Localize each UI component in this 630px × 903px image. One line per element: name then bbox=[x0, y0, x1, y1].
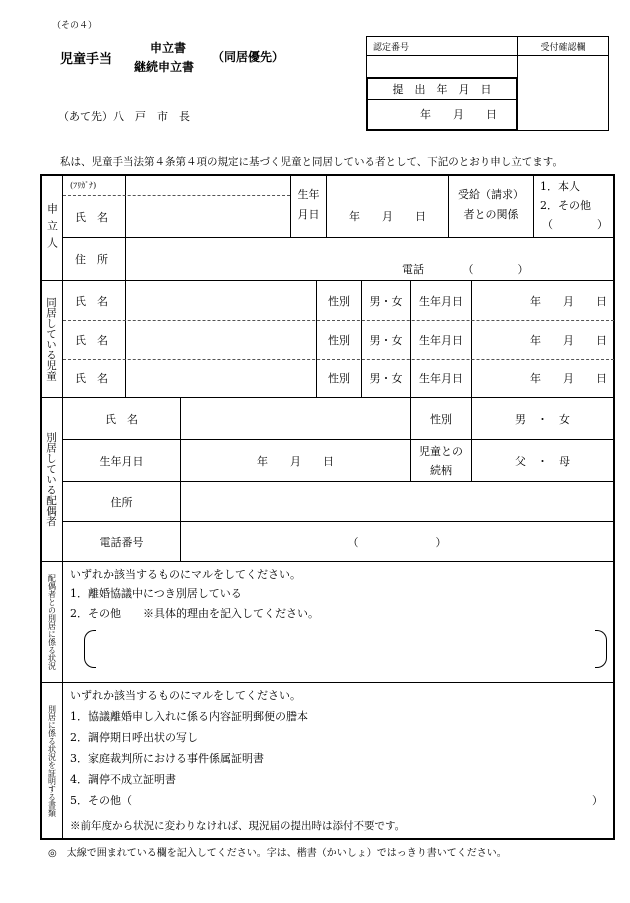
footer-note: ◎ 太線で囲まれている欄を記入してください。字は、楷書（かいしょ）ではっきり書いてください。 bbox=[48, 848, 507, 859]
spouse-birth-label: 生年月日 bbox=[99, 454, 144, 468]
child-name-label: 氏 名 bbox=[75, 333, 108, 347]
birth-label-2: 月日 bbox=[297, 208, 320, 221]
address-label: 住 所 bbox=[75, 253, 108, 266]
document-option[interactable]: 3．家庭裁判所における事件係属証明書 bbox=[70, 752, 264, 765]
documents-section-label: 別居に係る状況を証明する書類 bbox=[47, 705, 57, 817]
spouse-birth-value[interactable]: 年 月 日 bbox=[257, 454, 334, 468]
relation-option-other[interactable]: （ ） bbox=[542, 218, 608, 231]
form-subtitle: （同居優先） bbox=[212, 50, 285, 64]
separation-instruction: いずれか該当するものにマルをしてください。 bbox=[70, 568, 301, 581]
child-sex-label: 性別 bbox=[328, 294, 350, 308]
child-birth-label: 生年月日 bbox=[419, 372, 463, 385]
form-type-2: 継続申立書 bbox=[134, 60, 195, 74]
submission-label: 提 出 年 月 日 bbox=[392, 83, 492, 96]
furigana-label: (ﾌﾘｶﾞﾅ) bbox=[70, 181, 97, 190]
document-other-close: ） bbox=[592, 794, 603, 807]
birth-label-1: 生年 bbox=[297, 188, 320, 201]
child-sex-label: 性別 bbox=[328, 372, 350, 385]
spouse-relation-label-2: 続柄 bbox=[430, 464, 452, 477]
spouse-address-label: 住所 bbox=[110, 495, 133, 509]
relation-label-1: 受給（請求） bbox=[458, 188, 524, 201]
relation-option-1[interactable]: 1．本人 bbox=[540, 180, 580, 193]
submission-date[interactable]: 年 月 日 bbox=[420, 108, 497, 121]
reason-bracket-left bbox=[84, 630, 96, 668]
applicant-section-label: 申立人 bbox=[45, 202, 59, 254]
child-sex-value[interactable]: 男・女 bbox=[369, 294, 403, 308]
child-birth-value[interactable]: 年 月 日 bbox=[530, 333, 607, 347]
applicant-furigana-field[interactable] bbox=[127, 176, 289, 195]
children-section-label: 同居している児童 bbox=[45, 297, 57, 381]
applicant-phone[interactable]: 電話 （ ） bbox=[402, 263, 529, 276]
spouse-sex-label: 性別 bbox=[430, 412, 452, 426]
child-birth-label: 生年月日 bbox=[419, 294, 463, 308]
child-sex-value[interactable]: 男・女 bbox=[369, 372, 403, 385]
relation-label-2: 者との関係 bbox=[463, 208, 519, 221]
form-type-1: 申立書 bbox=[150, 41, 187, 55]
spouse-phone-label: 電話番号 bbox=[99, 535, 144, 549]
applicant-name-field[interactable] bbox=[127, 196, 289, 236]
document-option[interactable]: 4．調停不成立証明書 bbox=[70, 773, 176, 786]
child-sex-label: 性別 bbox=[328, 333, 350, 347]
spouse-relation-value[interactable]: 父 ・ 母 bbox=[515, 454, 570, 468]
document-option[interactable]: 1．協議離婚申し入れに係る内容証明郵便の謄本 bbox=[70, 710, 308, 723]
allowance-title: 児童手当 bbox=[60, 52, 113, 67]
relation-option-2[interactable]: 2．その他 bbox=[540, 199, 591, 212]
reason-bracket-right bbox=[595, 630, 607, 668]
child-sex-value[interactable]: 男・女 bbox=[369, 333, 403, 347]
cert-number-label: 認定番号 bbox=[373, 42, 410, 53]
spouse-relation-label-1: 児童との bbox=[419, 445, 463, 458]
child-birth-value[interactable]: 年 月 日 bbox=[530, 372, 607, 385]
documents-instruction: いずれか該当するものにマルをしてください。 bbox=[70, 689, 301, 702]
reason-field[interactable] bbox=[98, 630, 593, 668]
documents-note: ※前年度から状況に変わりなければ、現況届の提出時は添付不要です。 bbox=[70, 819, 406, 832]
child-name-field[interactable] bbox=[127, 321, 315, 358]
form-number: （その４） bbox=[52, 21, 98, 31]
addressee: （あて先）八 戸 市 長 bbox=[58, 110, 190, 123]
spouse-address-field[interactable] bbox=[182, 483, 612, 520]
spouse-name-label: 氏 名 bbox=[105, 412, 138, 426]
receipt-label: 受付確認欄 bbox=[540, 42, 586, 53]
child-birth-value[interactable]: 年 月 日 bbox=[530, 294, 607, 308]
document-option[interactable]: 2．調停期日呼出状の写し bbox=[70, 731, 198, 744]
address-field[interactable] bbox=[127, 238, 613, 280]
child-name-field[interactable] bbox=[127, 360, 315, 396]
spouse-name-field[interactable] bbox=[182, 399, 409, 438]
spouse-section-label: 別居している配偶者 bbox=[45, 432, 57, 527]
spouse-sex-value[interactable]: 男 ・ 女 bbox=[515, 412, 570, 426]
separation-section-label: 配偶者との別居に係る状況 bbox=[47, 574, 57, 670]
child-name-label: 氏 名 bbox=[75, 294, 108, 308]
document-option[interactable]: 5．その他（ bbox=[70, 794, 132, 807]
declaration: 私は、児童手当法第４条第４項の規定に基づく児童と同居している者として、下記のとおり申し立てます。 bbox=[60, 156, 563, 168]
applicant-name-label: 氏 名 bbox=[75, 210, 108, 224]
child-birth-label: 生年月日 bbox=[419, 333, 463, 347]
separation-option-1[interactable]: 1．離婚協議中につき別居している bbox=[70, 587, 242, 600]
child-name-field[interactable] bbox=[127, 282, 315, 319]
applicant-birth-date[interactable]: 年 月 日 bbox=[349, 210, 426, 223]
separation-option-2[interactable]: 2．その他 ※具体的理由を記入してください。 bbox=[70, 607, 319, 620]
child-name-label: 氏 名 bbox=[75, 372, 108, 385]
spouse-phone-value[interactable]: （ ） bbox=[347, 535, 447, 549]
